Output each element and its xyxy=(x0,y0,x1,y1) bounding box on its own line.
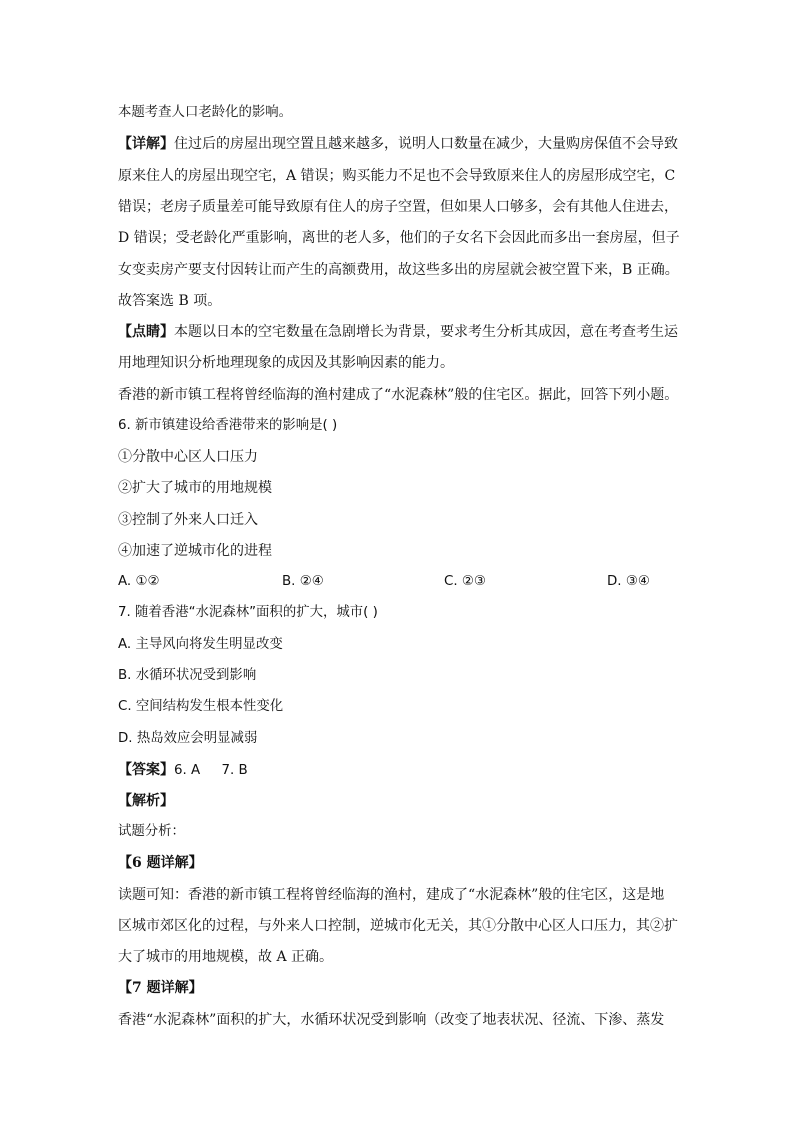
detail-line-3: 错误；老房子质量差可能导致原有住人的房子空置，但如果人口够多，会有其他人住进去， xyxy=(118,199,678,215)
highlight-text-1: 本题以日本的空宅数量在急剧增长为背景，要求考生分析其成因，意在考查考生运 xyxy=(174,324,678,340)
detail6-line-2: 区城市郊区化的过程，与外来人口控制，逆城市化无关，其①分散中心区人口压力，其②扩 xyxy=(118,918,678,934)
detail6-line-1: 读题可知：香港的新市镇工程将曾经临海的渔村，建成了“水泥森林”般的住宅区，这是地 xyxy=(118,887,665,903)
detail6-label: 【6 题详解】 xyxy=(118,855,203,871)
q6-item-3: ③控制了外来人口迁入 xyxy=(118,512,258,528)
q6-stem: 6. 新市镇建设给香港带来的影响是( ) xyxy=(118,418,338,433)
answer-line xyxy=(118,760,683,780)
detail7-label: 【7 题详解】 xyxy=(118,980,203,996)
q7-option-a: A. 主导风向将发生明显改变 xyxy=(118,637,283,652)
answer-label: 【答案】 xyxy=(118,762,174,778)
analysis-intro: 本题考查人口老龄化的影响。 xyxy=(118,105,293,120)
q6-option-b: B. ②④ xyxy=(282,574,324,589)
highlight-line-1 xyxy=(118,322,683,342)
q6-option-a: A. ①② xyxy=(118,574,160,589)
detail-line-1 xyxy=(118,134,683,154)
highlight-line-2: 用地理知识分析地理现象的成因及其影响因素的能力。 xyxy=(118,355,454,371)
q7-option-c: C. 空间结构发生根本性变化 xyxy=(118,699,284,714)
q7-option-d: D. 热岛效应会明显减弱 xyxy=(118,731,258,746)
q6-option-d: D. ③④ xyxy=(607,574,650,589)
q6-item-1: ①分散中心区人口压力 xyxy=(118,449,258,465)
detail-line-2: 原来住人的房屋出现空宅，A 错误；购买能力不足也不会导致原来住人的房屋形成空宅，C xyxy=(118,168,676,184)
q6-item-2: ②扩大了城市的用地规模 xyxy=(118,480,272,496)
q7-option-b: B. 水循环状况受到影响 xyxy=(118,668,257,683)
answer-text: 6. A 7. B xyxy=(174,763,248,778)
detail-line-5: 女变卖房产要支付因转让而产生的高额费用，故这些多出的房屋就会被空置下来，B 正确。 xyxy=(118,262,679,278)
q6-item-4: ④加速了逆城市化的进程 xyxy=(118,543,272,559)
detail-label: 【详解】 xyxy=(118,136,174,152)
detail-line-4: D 错误；受老龄化严重影响，离世的老人多，他们的子女名下会因此而多出一套房屋，但子 xyxy=(118,230,680,246)
highlight-label: 【点睛】 xyxy=(118,324,174,340)
passage: 香港的新市镇工程将曾经临海的渔村建成了“水泥森林”般的住宅区。据此，回答下列小题。 xyxy=(118,387,679,403)
analysis-label: 【解析】 xyxy=(118,793,174,809)
detail7-line-1: 香港“水泥森林”面积的扩大，水循环状况受到影响（改变了地表状况、径流、下渗、蒸发 xyxy=(118,1012,665,1028)
trial-analysis: 试题分析： xyxy=(118,824,185,839)
q6-option-c: C. ②③ xyxy=(444,574,486,589)
detail-text-1: 住过后的房屋出现空置且越来越多，说明人口数量在减少，大量购房保值不会导致 xyxy=(174,136,678,152)
q7-stem: 7. 随着香港“水泥森林”面积的扩大，城市( ) xyxy=(118,605,378,620)
detail6-line-3: 大了城市的用地规模，故 A 正确。 xyxy=(118,949,334,965)
detail-line-6: 故答案选 B 项。 xyxy=(118,293,222,309)
